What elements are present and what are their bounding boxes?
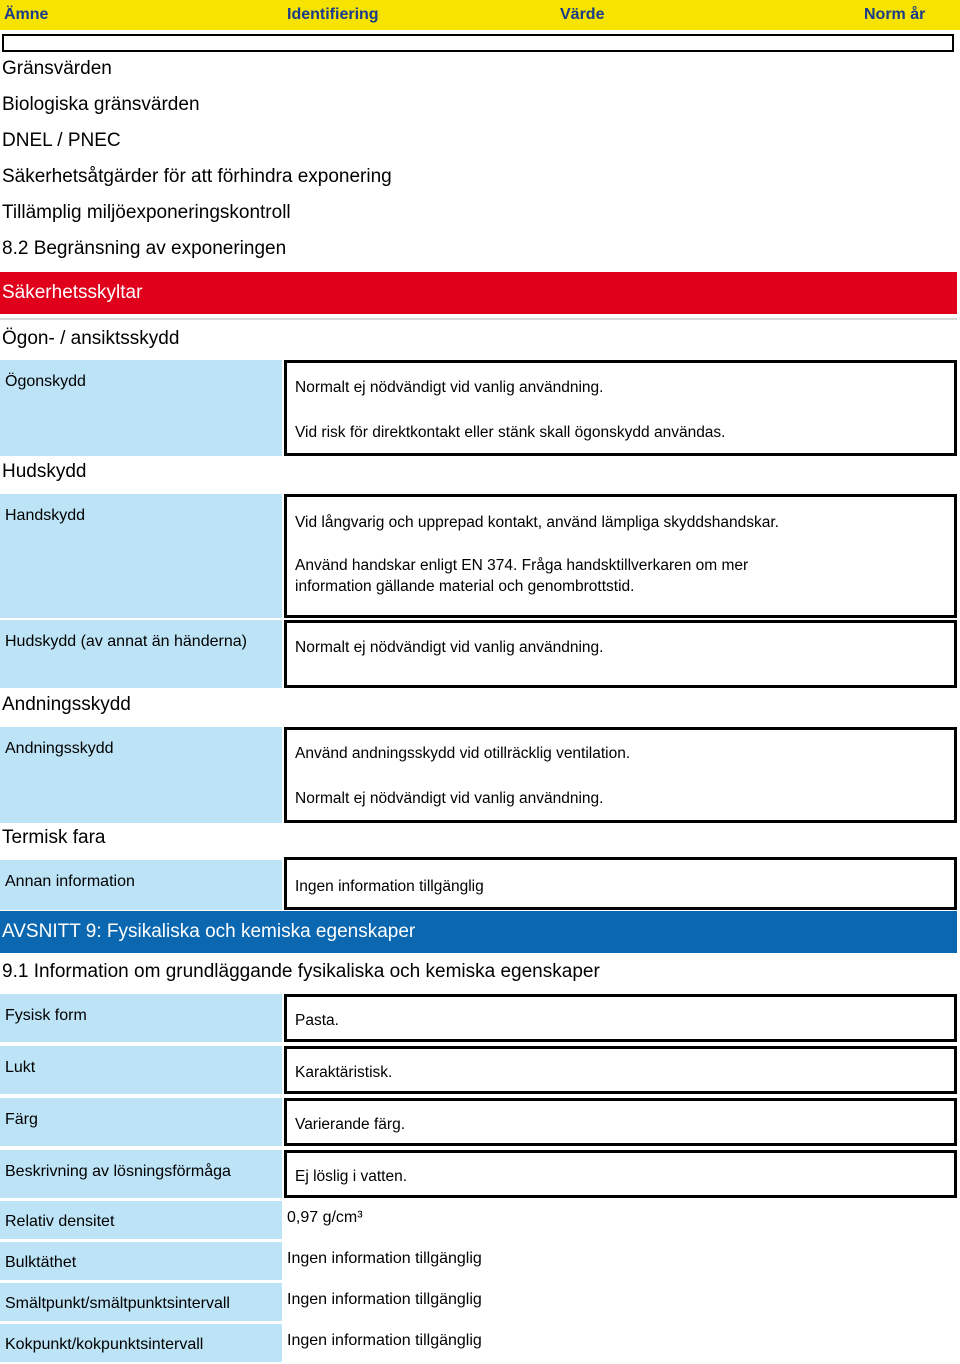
prop-value-melting-point: Ingen information tillgänglig <box>287 1291 482 1308</box>
prop-value-density: 0,97 g/cm³ <box>287 1209 363 1226</box>
heading-env-control: Tillämplig miljöexponeringskontroll <box>2 202 291 223</box>
eye-protection-value <box>284 360 957 456</box>
prop-label-form: Fysisk form <box>0 994 282 1042</box>
empty-row <box>2 34 954 52</box>
section-9-title: AVSNITT 9: Fysikaliska och kemiska egenskaper <box>2 921 416 942</box>
prop-label-bulk-density: Bulktäthet <box>0 1242 282 1280</box>
prop-value-color <box>284 1098 957 1146</box>
eye-protection-heading: Ögon- / ansiktsskydd <box>2 328 180 349</box>
prop-label-solubility: Beskrivning av lösningsförmåga <box>0 1150 282 1198</box>
header-norm-year: Norm år <box>864 6 926 23</box>
respiratory-value <box>284 727 957 823</box>
thermal-heading: Termisk fara <box>2 827 106 848</box>
safety-signs-bar <box>0 272 957 314</box>
prop-value-solubility <box>284 1150 957 1198</box>
prop-label-odor: Lukt <box>0 1046 282 1094</box>
prop-label-boiling-point: Kokpunkt/kokpunktsintervall <box>0 1324 282 1362</box>
header-identification: Identifiering <box>287 6 379 23</box>
prop-label-melting-point: Smältpunkt/smältpunktsintervall <box>0 1283 282 1321</box>
respiratory-heading: Andningsskydd <box>2 694 131 715</box>
heading-dnel-pnec: DNEL / PNEC <box>2 130 121 151</box>
header-subject: Ämne <box>4 6 49 23</box>
resp-line-2: Normalt ej nödvändigt vid vanlig användning. <box>295 790 604 807</box>
prop-value-form <box>284 994 957 1042</box>
hand-line-2: Använd handskar enligt EN 374. Fråga handsktillverkaren om mer information gällande material och genombrottstid. <box>295 557 749 595</box>
prop-value-odor-text: Karaktäristisk. <box>295 1064 393 1081</box>
section-9-subtitle: 9.1 Information om grundläggande fysikaliska och kemiska egenskaper <box>2 961 600 982</box>
prop-value-boiling-point: Ingen information tillgänglig <box>287 1332 482 1349</box>
hand-protection-value <box>284 494 957 618</box>
thermal-value <box>284 857 957 910</box>
prop-value-color-text: Varierande färg. <box>295 1116 405 1133</box>
safety-signs-title: Säkerhetsskyltar <box>2 282 143 303</box>
hand-line-1: Vid långvarig och upprepad kontakt, använd lämpliga skyddshandskar. <box>295 514 779 531</box>
prop-value-solubility-text: Ej löslig i vatten. <box>295 1168 407 1185</box>
header-value: Värde <box>560 6 605 23</box>
heading-biological-limits: Biologiska gränsvärden <box>2 94 200 115</box>
prop-label-density: Relativ densitet <box>0 1201 282 1239</box>
other-skin-protection-label <box>0 620 282 688</box>
table-header-bar <box>0 0 960 30</box>
eye-protection-label: Ögonskydd <box>0 360 282 456</box>
other-skin-line: Normalt ej nödvändigt vid vanlig användning. <box>295 639 604 656</box>
eye-line-1: Normalt ej nödvändigt vid vanlig användning. <box>295 379 604 396</box>
heading-limit-values: Gränsvärden <box>2 58 112 79</box>
eye-line-2: Vid risk för direktkontakt eller stänk skall ögonskydd användas. <box>295 424 726 441</box>
hand-protection-label: Handskydd <box>0 494 282 618</box>
prop-value-bulk-density: Ingen information tillgänglig <box>287 1250 482 1267</box>
resp-line-1: Använd andningsskydd vid otillräcklig ventilation. <box>295 745 631 762</box>
thermal-line: Ingen information tillgänglig <box>295 878 484 895</box>
divider <box>0 318 957 320</box>
prop-label-color: Färg <box>0 1098 282 1146</box>
prop-value-form-text: Pasta. <box>295 1012 339 1029</box>
prop-value-odor <box>284 1046 957 1094</box>
respiratory-label: Andningsskydd <box>0 727 282 823</box>
heading-exposure-limitation: 8.2 Begränsning av exponeringen <box>2 238 287 259</box>
heading-safety-measures: Säkerhetsåtgärder för att förhindra exponering <box>2 166 392 187</box>
skin-protection-heading: Hudskydd <box>2 461 87 482</box>
other-skin-label-text: Hudskydd (av annat än händerna) <box>5 633 247 650</box>
other-skin-protection-value <box>284 620 957 688</box>
thermal-label: Annan information <box>0 860 282 910</box>
